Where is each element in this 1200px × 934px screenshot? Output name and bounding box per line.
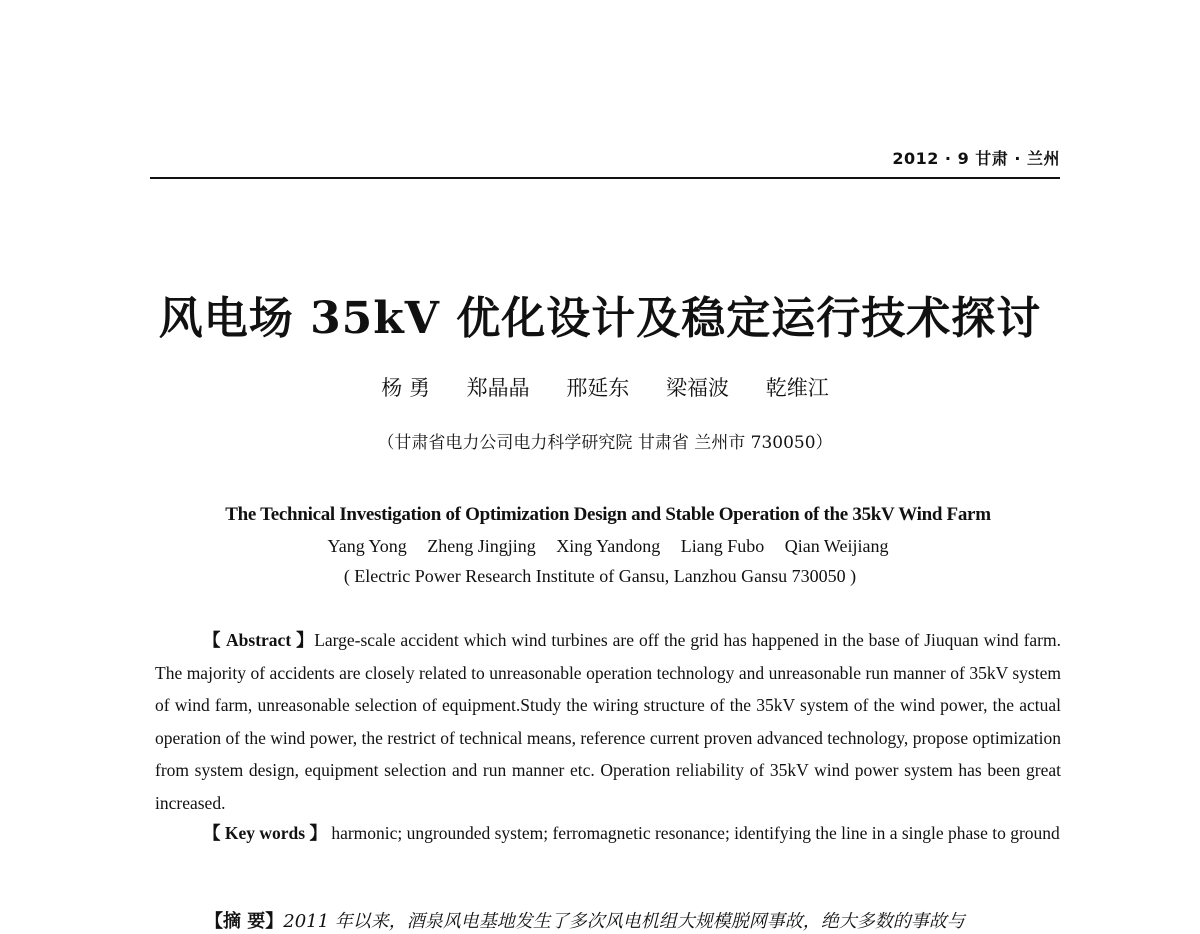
author-en: Qian Weijiang (784, 536, 889, 556)
authors-english (0, 536, 1200, 557)
author-cn: 郑晶晶 (466, 376, 530, 400)
title-english: The Technical Investigation of Optimization Design and Stable Operation of the 35kV Wind Farm (225, 504, 991, 525)
keywords-english (155, 818, 1061, 848)
abstract-label: 【 Abstract 】 (203, 630, 315, 650)
author-en: Zheng Jingjing (427, 536, 536, 556)
author-cn: 乾维江 (765, 376, 829, 400)
authors-chinese (0, 372, 1200, 402)
header-divider (150, 177, 1060, 179)
author-en: Xing Yandong (556, 536, 661, 556)
author-en: Liang Fubo (680, 536, 765, 556)
affiliation-english: ( Electric Power Research Institute of Gansu, Lanzhou Gansu 730050 ) (343, 566, 857, 586)
abstract-text: Large-scale accident which wind turbines are off the grid has happened in the base of Jiuquan wind farm. The majority of accidents are closely related to unreasonable operation technology and unreasonable run manner of 35kV system of wind farm, unreasonable selection of equipment.Study the wiring structure of the 35kV system of the wind power, the actual operation of the wind power, the restrict of technical means, reference current proven advanced technology, propose optimization from system design, equipment selection and run manner etc. Operation reliability of 35kV wind power system has been great increased. (155, 630, 1061, 813)
abstract-cn-label: 【摘 要】 (205, 911, 284, 932)
affiliation-chinese: （甘肃省电力公司电力科学研究院 甘肃省 兰州市 730050） (377, 433, 833, 453)
author-en: Yang Yong (327, 536, 407, 556)
author-cn: 梁福波 (666, 376, 730, 400)
abstract-english (155, 624, 1061, 819)
title-chinese: 风电场 35kV 优化设计及稳定运行技术探讨 (158, 293, 1042, 344)
author-cn: 杨 勇 (381, 376, 430, 400)
abstract-chinese-partial (205, 910, 1065, 934)
keywords-label: 【 Key words 】 (203, 823, 327, 843)
journal-header: 2012 · 9 甘肃 · 兰州 (892, 149, 1060, 168)
keywords-text: harmonic; ungrounded system; ferromagnetic resonance; identifying the line in a single phase to ground (326, 823, 1060, 843)
author-cn: 邢延东 (566, 376, 630, 400)
abstract-cn-text: 2011 年以来，酒泉风电基地发生了多次风电机组大规模脱网事故，绝大多数的事故与 (283, 911, 965, 932)
